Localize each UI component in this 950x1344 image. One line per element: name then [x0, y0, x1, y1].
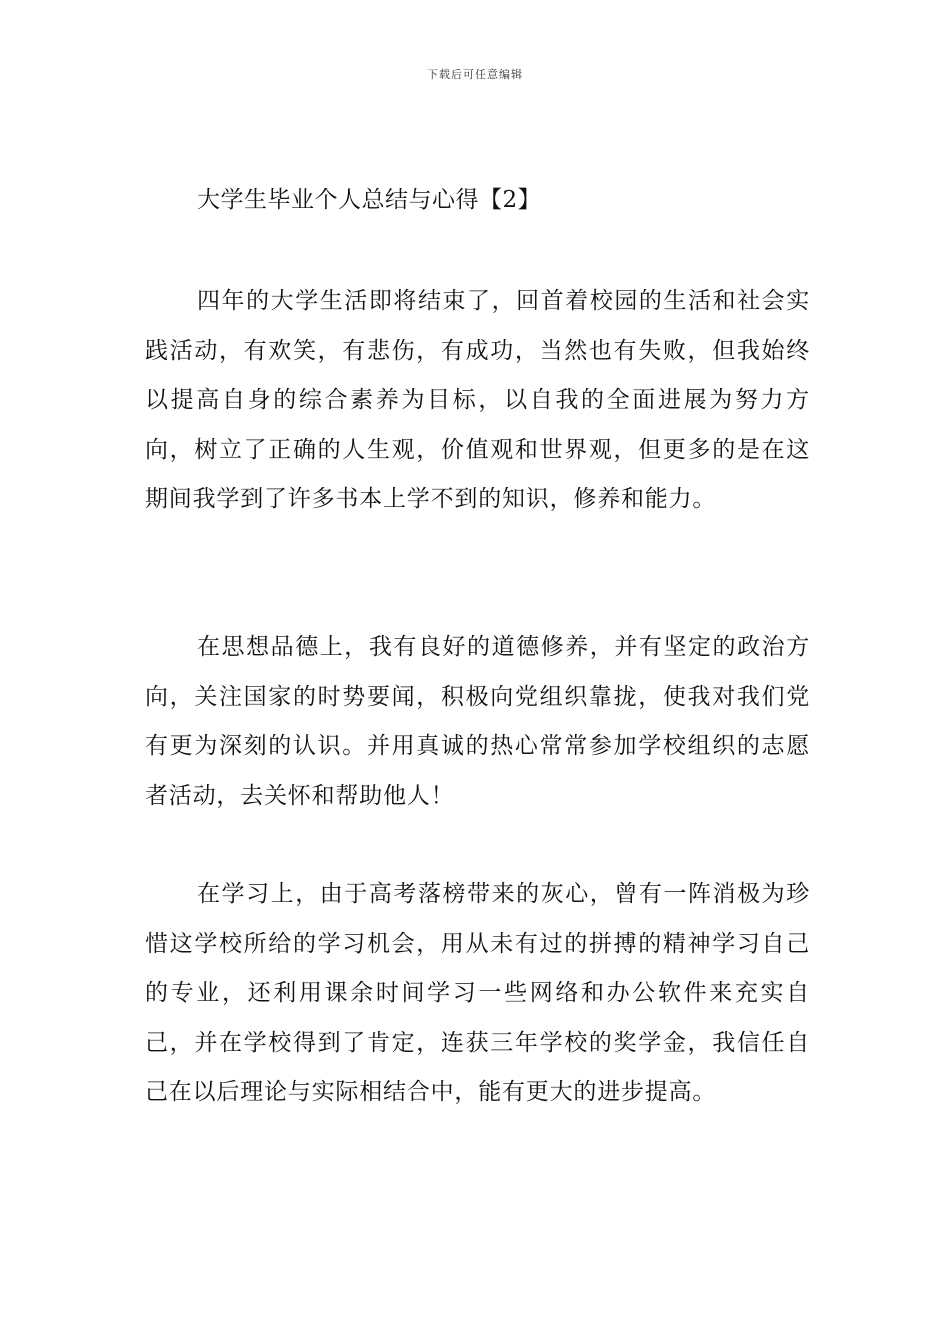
header-note: 下载后可任意编辑 [427, 68, 523, 81]
paragraph-moral: 在思想品德上，我有良好的道德修养，并有坚定的政治方向，关注国家的时势要闻，积极向党组织靠拢，使我对我们党有更为深刻的认识。并用真诚的热心常常参加学校组织的志愿者活动，去关怀和帮助他人！ [145, 634, 810, 809]
paragraph-study: 在学习上，由于高考落榜带来的灰心，曾有一阵消极为珍惜这学校所给的学习机会，用从未有过的拼搏的精神学习自己的专业，还利用课余时间学习一些网络和办公软件来充实自己，并在学校得到了肯定，连获三年学校的奖学金，我信任自己在以后理论与实际相结合中，能有更大的进步提高。 [145, 881, 810, 1105]
document-title: 大学生毕业个人总结与心得【2】 [197, 187, 542, 213]
paragraph-reflection: 四年的大学生活即将结束了，回首着校园的生活和社会实践活动，有欢笑，有悲伤，有成功，当然也有失败，但我始终以提高自身的综合素养为目标，以自我的全面进展为努力方向，树立了正确的人生观，价值观和世界观，但更多的是在这期间我学到了许多书本上学不到的知识，修养和能力。 [145, 288, 810, 512]
